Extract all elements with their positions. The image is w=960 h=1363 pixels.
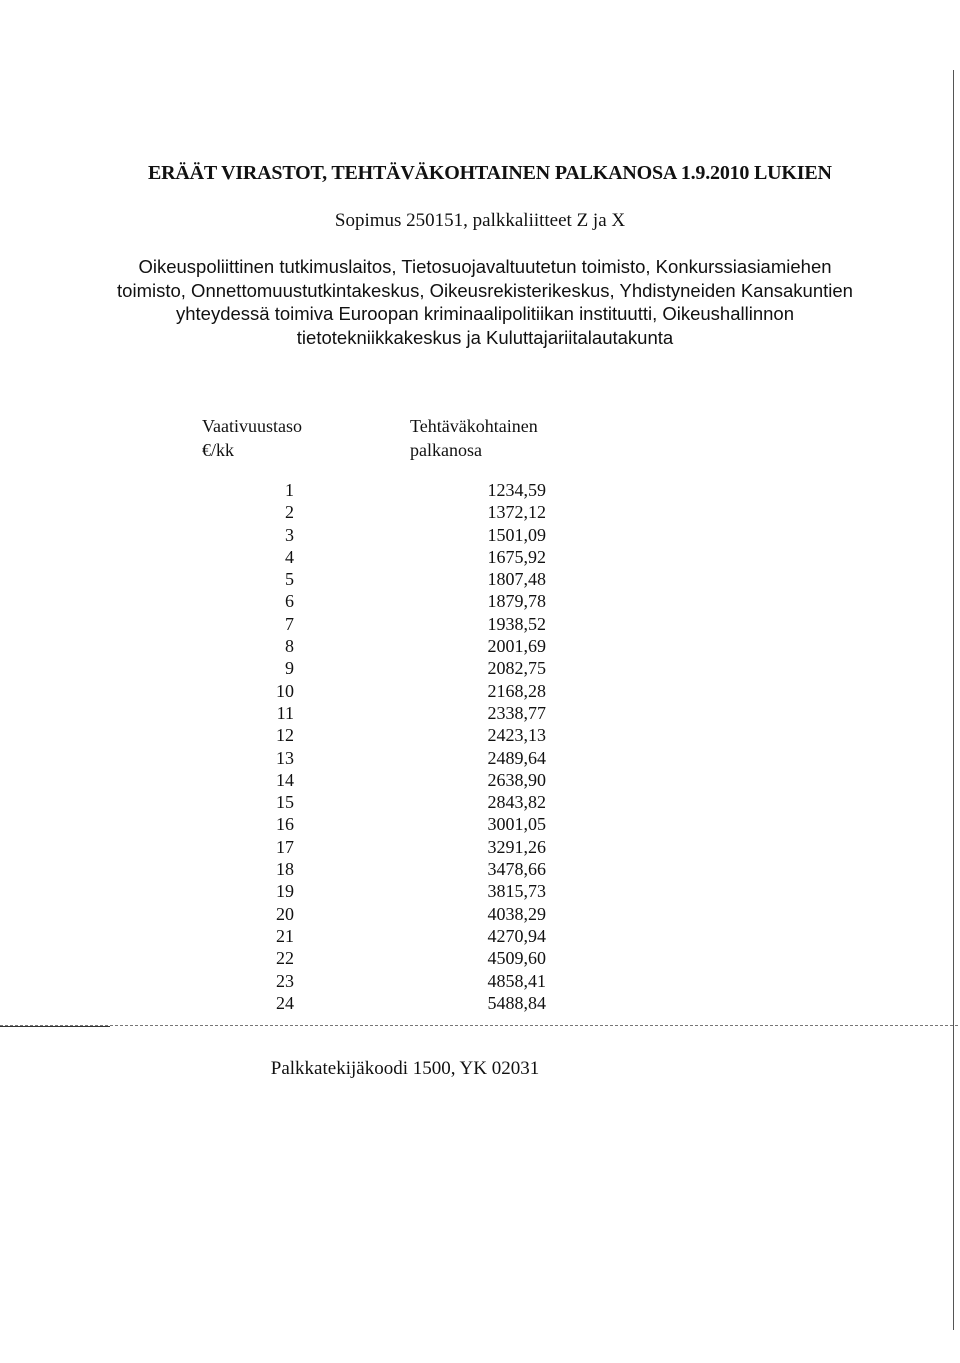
table-row bbox=[240, 680, 560, 702]
level-cell: 6 bbox=[285, 591, 294, 612]
table-row bbox=[240, 791, 560, 813]
table-row bbox=[240, 925, 560, 947]
level-cell: 14 bbox=[276, 769, 294, 790]
pay-cell: 4270,94 bbox=[487, 925, 546, 946]
scan-edge-line bbox=[953, 70, 954, 1330]
level-cell: 23 bbox=[276, 970, 294, 991]
document-title: ERÄÄT VIRASTOT, TEHTÄVÄKOHTAINEN PALKANOSA 1.9.2010 LUKIEN bbox=[148, 162, 832, 184]
level-cell: 8 bbox=[285, 636, 294, 657]
pay-cell: 2843,82 bbox=[487, 792, 546, 813]
pay-cell: 4858,41 bbox=[487, 970, 546, 991]
level-cell: 1 bbox=[285, 480, 294, 500]
pay-cell: 1807,48 bbox=[487, 569, 546, 590]
pay-cell: 1501,09 bbox=[487, 524, 546, 545]
pay-cell: 1879,78 bbox=[487, 591, 546, 612]
table-row bbox=[240, 590, 560, 612]
table-row bbox=[240, 880, 560, 902]
level-cell: 18 bbox=[276, 859, 294, 880]
level-cell: 7 bbox=[285, 613, 294, 634]
pay-cell: 1675,92 bbox=[487, 546, 546, 567]
level-cell: 9 bbox=[285, 658, 294, 679]
level-cell: 5 bbox=[285, 569, 294, 590]
pay-cell: 4038,29 bbox=[487, 903, 546, 924]
table-row bbox=[240, 613, 560, 635]
level-cell: 16 bbox=[276, 814, 294, 835]
level-cell: 20 bbox=[276, 903, 294, 924]
table-row bbox=[240, 813, 560, 835]
pay-cell: 3478,66 bbox=[487, 859, 546, 880]
agencies-line: yhteydessä toimiva Euroopan kriminaalipolitiikan instituutti, Oikeushallinnon bbox=[175, 303, 794, 324]
table-row bbox=[240, 947, 560, 969]
level-cell: 13 bbox=[276, 747, 294, 768]
pay-header-line: palkanosa bbox=[410, 440, 482, 460]
level-cell: 19 bbox=[276, 881, 294, 902]
table-row bbox=[240, 903, 560, 925]
pay-cell: 4509,60 bbox=[487, 948, 546, 969]
pay-cell: 3815,73 bbox=[487, 881, 546, 902]
pay-table bbox=[240, 479, 560, 1014]
pay-cell: 1372,12 bbox=[487, 502, 546, 523]
pay-cell: 2423,13 bbox=[487, 725, 546, 746]
pay-cell: 1234,59 bbox=[487, 480, 546, 500]
table-row bbox=[240, 724, 560, 746]
pay-cell: 1938,52 bbox=[487, 613, 546, 634]
table-row bbox=[240, 546, 560, 568]
table-row bbox=[240, 702, 560, 724]
table-row bbox=[240, 524, 560, 546]
agencies-paragraph bbox=[80, 255, 890, 349]
pay-cell: 2001,69 bbox=[487, 636, 546, 657]
table-row bbox=[240, 657, 560, 679]
level-cell: 12 bbox=[276, 725, 294, 746]
pay-cell: 3001,05 bbox=[487, 814, 546, 835]
level-column-header bbox=[202, 414, 302, 462]
table-row bbox=[240, 568, 560, 590]
table-row bbox=[240, 501, 560, 523]
agencies-line: Oikeuspoliittinen tutkimuslaitos, Tietosuojavaltuutetun toimisto, Konkurssiasiamiehen bbox=[138, 256, 832, 277]
level-cell: 17 bbox=[276, 836, 294, 857]
pay-cell: 5488,84 bbox=[487, 992, 546, 1013]
agreement-subtitle: Sopimus 250151, palkkaliitteet Z ja X bbox=[334, 210, 626, 231]
pay-header-line: Tehtäväkohtainen bbox=[410, 416, 538, 436]
level-cell: 2 bbox=[285, 502, 294, 523]
pay-cell: 2638,90 bbox=[487, 769, 546, 790]
pay-cell: 2489,64 bbox=[487, 747, 546, 768]
level-header-line: €/kk bbox=[202, 440, 235, 460]
agencies-line: toimisto, Onnettomuustutkintakeskus, Oikeusrekisterikeskus, Yhdistyneiden Kansakuntien bbox=[117, 279, 853, 301]
pay-cell: 2168,28 bbox=[487, 680, 546, 701]
level-cell: 15 bbox=[276, 792, 294, 813]
table-row bbox=[240, 479, 560, 501]
pay-cell: 3291,26 bbox=[487, 836, 546, 857]
page-divider bbox=[0, 1025, 958, 1026]
table-row bbox=[240, 747, 560, 769]
level-cell: 3 bbox=[285, 524, 294, 545]
pay-column-header bbox=[410, 414, 538, 462]
pay-cell: 2338,77 bbox=[487, 702, 546, 723]
level-cell: 21 bbox=[276, 925, 294, 946]
table-row bbox=[240, 992, 560, 1014]
table-row bbox=[240, 970, 560, 992]
pay-cell: 2082,75 bbox=[487, 658, 546, 679]
agencies-line: tietotekniikkakeskus ja Kuluttajariitalautakunta bbox=[296, 326, 674, 348]
level-cell: 22 bbox=[276, 948, 294, 969]
pay-code-footer: Palkkatekijäkoodi 1500, YK 02031 bbox=[270, 1058, 540, 1079]
table-row bbox=[240, 769, 560, 791]
level-cell: 10 bbox=[276, 680, 294, 701]
level-cell: 11 bbox=[276, 702, 294, 723]
level-header-line: Vaativuustaso bbox=[202, 416, 302, 436]
table-row bbox=[240, 858, 560, 880]
level-cell: 4 bbox=[285, 546, 294, 567]
table-row bbox=[240, 635, 560, 657]
page-divider-solid bbox=[0, 1026, 110, 1027]
table-row bbox=[240, 836, 560, 858]
level-cell: 24 bbox=[276, 992, 294, 1013]
